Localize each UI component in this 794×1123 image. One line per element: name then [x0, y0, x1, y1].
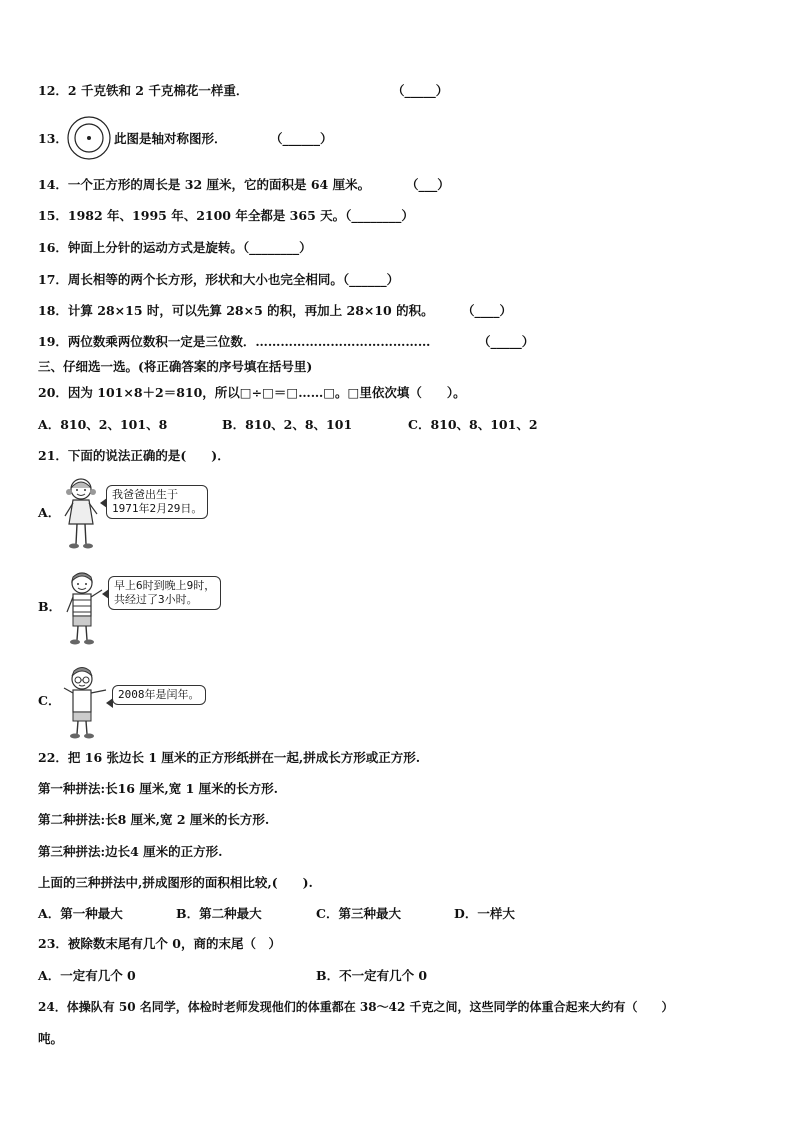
- question-14: [38, 177, 370, 193]
- speech-bubble: [112, 685, 206, 705]
- question-text: 计算 28×15 时，可以先算 28×5 的积，再加上 28×10 的积。: [67, 303, 434, 318]
- option-b[interactable]: B．第二种最大: [176, 906, 262, 921]
- q22-line-3: 第三种拼法:边长4 厘米的正方形.: [38, 844, 223, 859]
- option-c[interactable]: C．810、8、101、2: [408, 417, 538, 432]
- bubble-line-1: 我爸爸出生于: [112, 488, 178, 501]
- question-18: [38, 303, 434, 319]
- option-a[interactable]: A．810、2、101、8: [38, 417, 168, 432]
- question-text: 钟面上分针的运动方式是旋转。: [67, 240, 243, 255]
- option-b[interactable]: B．810、2、8、101: [222, 417, 353, 432]
- answer-blank[interactable]: （________）: [345, 208, 414, 223]
- question-number: 15．: [38, 208, 68, 223]
- speech-bubble: [106, 485, 208, 519]
- question-number: 14．: [38, 177, 68, 192]
- concentric-circles-figure: [66, 115, 112, 161]
- answer-blank[interactable]: （___）: [406, 177, 450, 192]
- question-text: 1982 年、1995 年、2100 年全都是 365 天。: [67, 208, 346, 223]
- q22-question: 上面的三种拼法中,拼成图形的面积相比较,( ).: [38, 875, 313, 890]
- question-13-number: 13．: [38, 131, 68, 146]
- option-d[interactable]: D．一样大: [454, 906, 515, 921]
- option-b[interactable]: B．不一定有几个 0: [316, 968, 428, 983]
- answer-blank[interactable]: （________）: [242, 240, 312, 255]
- question-text: 一个正方形的周长是 32 厘米，它的面积是 64 厘米。: [67, 177, 371, 192]
- question-19: [38, 334, 430, 350]
- question-20-text: 20．因为 101×8＋2＝810，所以□÷□＝□……□。□里依次填（ ）。: [38, 385, 466, 400]
- question-text: 周长相等的两个长方形，形状和大小也完全相同。: [67, 272, 343, 287]
- answer-blank[interactable]: （____）: [462, 303, 513, 318]
- question-text: 两位数乘两位数积一定是三位数．……………………………………: [67, 334, 431, 349]
- question-number: 17．: [38, 272, 68, 287]
- option-b-label[interactable]: B．: [38, 599, 62, 614]
- girl-illustration: [60, 476, 102, 550]
- answer-blank[interactable]: （_____）: [392, 83, 449, 98]
- question-24-text: 24．体操队有 50 名同学，体检时老师发现他们的体重都在 38～42 千克之间，这些同学的体重合起来大约有（ ）: [38, 1000, 674, 1014]
- answer-blank[interactable]: （______）: [342, 272, 400, 287]
- question-21-text: 21．下面的说法正确的是( )．: [38, 448, 230, 463]
- question-number: 19．: [38, 334, 68, 349]
- section-heading: 三、仔细选一选。(将正确答案的序号填在括号里): [38, 359, 313, 374]
- answer-blank[interactable]: （_____）: [478, 334, 535, 349]
- question-23-text: 23．被除数末尾有几个 0，商的末尾（ ）: [38, 936, 281, 951]
- bubble-line-2: 共经过了3小时。: [114, 593, 198, 606]
- option-c[interactable]: C．第三种最大: [316, 906, 401, 921]
- question-17: [38, 272, 399, 288]
- option-a-label[interactable]: A．: [38, 505, 61, 520]
- question-15: [38, 208, 414, 224]
- question-12: [38, 83, 248, 99]
- question-text: 2 千克铁和 2 千克棉花一样重．: [67, 83, 249, 98]
- option-c-label[interactable]: C．: [38, 693, 61, 708]
- option-a[interactable]: A．第一种最大: [38, 906, 123, 921]
- q22-line-2: 第二种拼法:长8 厘米,宽 2 厘米的长方形.: [38, 812, 270, 827]
- q22-line-1: 第一种拼法:长16 厘米,宽 1 厘米的长方形.: [38, 781, 278, 796]
- option-a[interactable]: A．一定有几个 0: [38, 968, 136, 983]
- bubble-line-1: 2008年是闰年。: [118, 688, 200, 701]
- question-16: [38, 240, 312, 256]
- bubble-line-2: 1971年2月29日。: [112, 502, 203, 515]
- boy-with-glasses-illustration: [62, 666, 108, 740]
- question-24-text-cont: 吨。: [38, 1031, 64, 1046]
- question-number: 12．: [38, 83, 68, 98]
- question-number: 18．: [38, 303, 68, 318]
- speech-bubble: [108, 576, 221, 610]
- question-22-text: 22．把 16 张边长 1 厘米的正方形纸拼在一起,拼成长方形或正方形.: [38, 750, 421, 765]
- question-13-text: 此图是轴对称图形．: [114, 131, 227, 146]
- answer-blank[interactable]: （______）: [270, 131, 333, 146]
- bubble-line-1: 早上6时到晚上9时，: [114, 579, 216, 592]
- boy-illustration: [62, 570, 104, 646]
- question-number: 16．: [38, 240, 68, 255]
